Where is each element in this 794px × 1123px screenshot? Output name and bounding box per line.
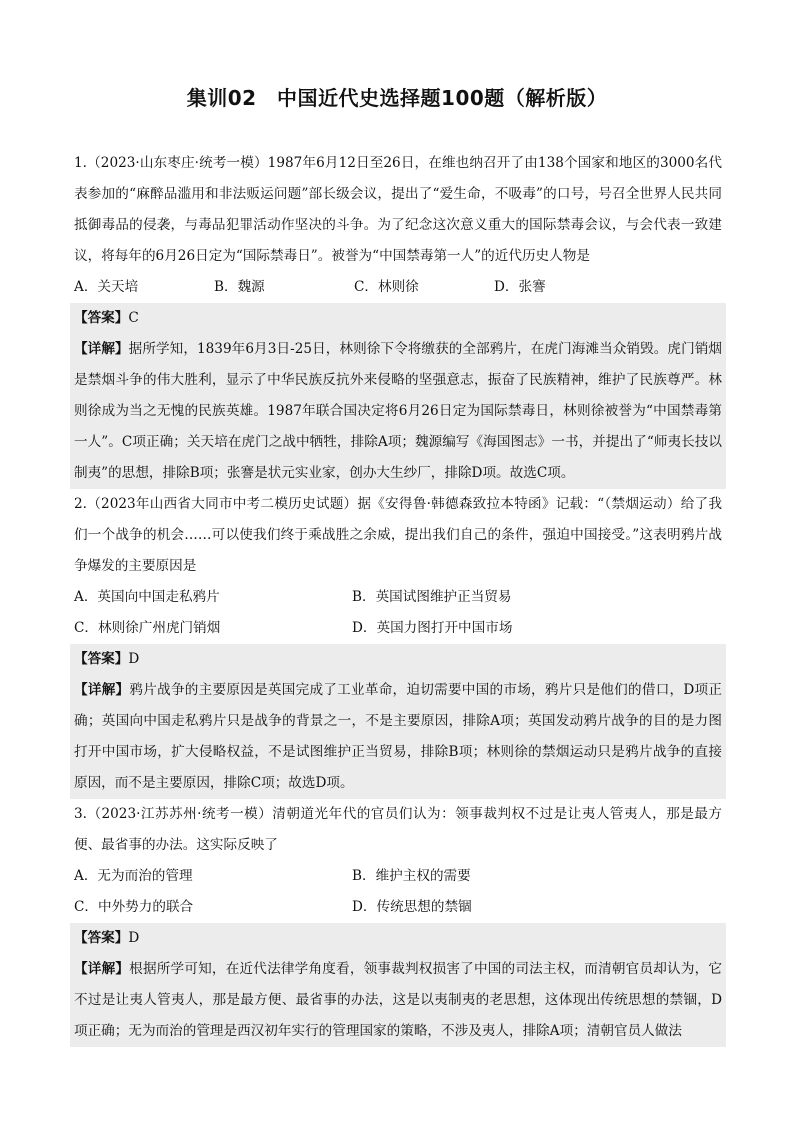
question-2-answer — [74, 644, 722, 675]
question-3-answer-block — [70, 923, 726, 1047]
answer-label: 【答案】 — [74, 930, 129, 946]
question-3-option-a: A．无为而治的管理 — [74, 868, 193, 884]
answer-label: 【答案】 — [74, 310, 129, 326]
explain-text: 根据所学可知，在近代法律学角度看，领事裁判权损害了中国的司法主权，而清朝官员却认为，它不过是让夷人管夷人，那是最方便、最省事的办法，这是以夷制夷的老思想，这体现出传统思想的禁锢，D项正确；无为而治的管理是西汉初年实行的管理国家的策略，不涉及夷人，排除A项；清朝官员人做法 — [74, 961, 723, 1039]
question-3-options-row-2 — [74, 892, 722, 923]
question-1-stem: 1.（2023·山东枣庄·统考一模）1987年6月12日至26日，在维也纳召开了由138个国家和地区的3000名代表参加的“麻醉品滥用和非法贩运问题”部长级会议，提出了“爱生命，不吸毒”的口号，号召全世界人民共同抵御毒品的侵袭，与毒品犯罪活动作坚决的斗争。为了纪念这次意义重大的国际禁毒会议，与会代表一致建议，将每年的6月26日定为“国际禁毒日”。被誉为“中国禁毒第一人”的近代历史人物是 — [74, 155, 722, 264]
question-3-option-d: D．传统思想的禁锢 — [352, 899, 472, 915]
explain-text: 据所学知，1839年6月3日-25日，林则徐下令将缴获的全部鸦片，在虎门海滩当众销毁。虎门销烟是禁烟斗争的伟大胜利，显示了中华民族反抗外来侵略的坚强意志，振奋了民族精神，维护了民族尊严。林则徐成为当之无愧的民族英雄。1987年联合国决定将6月26日定为国际禁毒日，林则徐被誉为“中国禁毒第一人”。C项正确；关天培在虎门之战中牺牲，排除A项；魏源编写《海国图志》一书，并提出了“师夷长技以制夷”的思想，排除B项；张謇是状元实业家，创办大生纱厂，排除D项。故选C项。 — [74, 341, 723, 481]
question-3-options-row-1 — [74, 861, 722, 892]
answer-label: 【答案】 — [74, 651, 129, 667]
question-2-options-row-2 — [74, 613, 722, 644]
question-1-answer — [74, 303, 722, 334]
question-2-options-row-1 — [74, 582, 722, 613]
question-3 — [74, 799, 722, 1047]
question-2-answer-block — [70, 644, 726, 799]
answer-value: D — [128, 930, 140, 946]
page-title: 集训02 中国近代史选择题100题（解析版） — [186, 86, 608, 110]
question-2-option-c: C．林则徐广州虎门销烟 — [74, 620, 221, 636]
question-2-option-d: D．英国力图打开中国市场 — [352, 620, 513, 636]
question-3-stem: 3.（2023·江苏苏州·统考一模）清朝道光年代的官员们认为：领事裁判权不过是让夷人管夷人，那是最方便、最省事的办法。这实际反映了 — [74, 806, 722, 853]
question-1-option-d: D．张謇 — [494, 279, 546, 295]
question-1-option-b: B．魏源 — [214, 279, 265, 295]
explain-label: 【详解】 — [74, 682, 130, 698]
question-3-explanation — [74, 954, 722, 1047]
question-3-option-b: B．维护主权的需要 — [352, 868, 471, 884]
question-1-option-a: A．关天培 — [74, 279, 139, 295]
question-2-stem: 2.（2023年山西省大同市中考二模历史试题）据《安得鲁·韩德森致拉本特函》记载：“（禁烟运动）给了我们一个战争的机会……可以使我们终于乘战胜之余威，提出我们自己的条件，强迫中国接受。”这表明鸦片战争爆发的主要原因是 — [74, 496, 722, 574]
question-list — [74, 148, 722, 1047]
question-1-answer-block — [70, 303, 726, 489]
question-2 — [74, 489, 722, 799]
explain-text: 鸦片战争的主要原因是英国完成了工业革命，迫切需要中国的市场，鸦片只是他们的借口，D项正确；英国向中国走私鸦片只是战争的背景之一，不是主要原因，排除A项；英国发动鸦片战争的目的是力图打开中国市场，扩大侵略权益，不是试图维护正当贸易，排除B项；林则徐的禁烟运动只是鸦片战争的直接原因，而不是主要原因，排除C项；故选D项。 — [74, 682, 722, 791]
question-1-explanation — [74, 334, 722, 489]
question-1-options — [74, 272, 722, 303]
question-2-explanation — [74, 675, 722, 799]
answer-value: C — [128, 310, 139, 326]
question-2-option-b: B．英国试图维护正当贸易 — [352, 589, 512, 605]
question-3-option-c: C．中外势力的联合 — [74, 899, 194, 915]
question-1-option-c: C．林则徐 — [354, 279, 419, 295]
explain-label: 【详解】 — [74, 341, 129, 357]
question-1 — [74, 148, 722, 489]
question-3-answer — [74, 923, 722, 954]
answer-value: D — [128, 651, 140, 667]
explain-label: 【详解】 — [74, 961, 130, 977]
question-2-option-a: A．英国向中国走私鸦片 — [74, 589, 220, 605]
